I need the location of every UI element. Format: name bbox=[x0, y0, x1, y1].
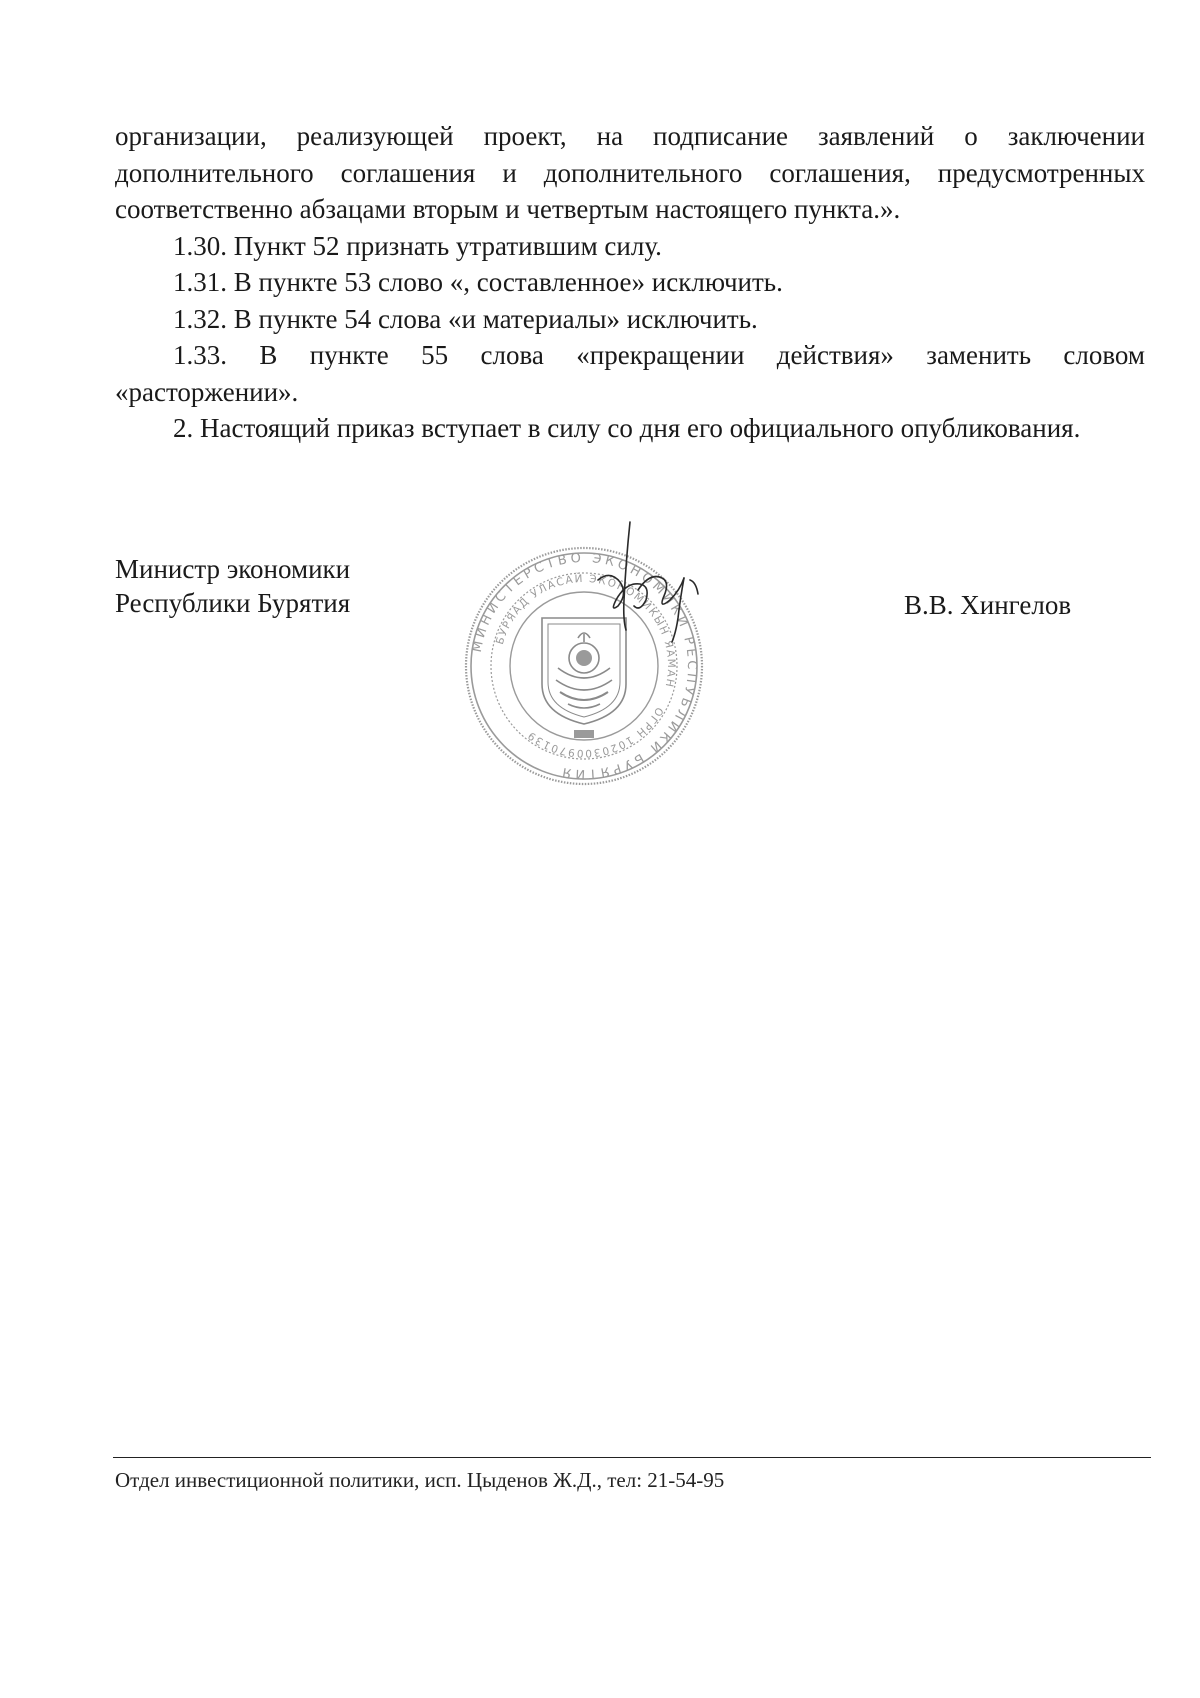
paragraph-1-33-line2: «расторжении». bbox=[115, 376, 299, 407]
signatory-title-line1: Министр экономики bbox=[115, 554, 351, 584]
signatory-name: В.В. Хингелов bbox=[904, 590, 1072, 620]
seal-inner-text: БУРЯАД УЛАСАЙ ЭКОНОМИКЫН ЯАМАН bbox=[493, 572, 678, 690]
footer-divider bbox=[113, 1457, 1151, 1458]
seal-ogrn-text: ОГРН 1020300970139 bbox=[524, 704, 666, 760]
seal-outer-text: МИНИСТЕРСТВО ЭКОНОМИКИ РЕСПУБЛИКИ БУРЯТИЯ bbox=[469, 550, 700, 782]
document-body bbox=[115, 118, 1145, 447]
paragraph-1-30: 1.30. Пункт 52 признать утратившим силу. bbox=[173, 230, 662, 261]
paragraph-1-31: 1.31. В пункте 53 слово «, составленное» исключить. bbox=[173, 267, 783, 297]
paragraph-1-32: 1.32. В пункте 54 слова «и материалы» исключить. bbox=[173, 303, 758, 334]
paragraph-2: 2. Настоящий приказ вступает в силу со дня его официального опубликования. bbox=[173, 413, 1081, 443]
paragraph-1-33-line1: 1.33. В пункте 55 слова «прекращении действия» заменить словом bbox=[173, 340, 1145, 370]
signatory-title-line2: Республики Бурятия bbox=[115, 588, 351, 618]
footer-executor-info: Отдел инвестиционной политики, исп. Цыденов Ж.Д., тел: 21-54-95 bbox=[115, 1468, 725, 1492]
handwritten-signature bbox=[580, 520, 710, 660]
paragraph-continuation: организации, реализующей проект, на подписание заявлений о заключении дополнительного соглашения и дополнительного соглашения, предусмотренных соответственно абзацами вторым и четвертым настоящего пункта.». bbox=[115, 121, 1145, 224]
signatory-title bbox=[115, 552, 350, 620]
